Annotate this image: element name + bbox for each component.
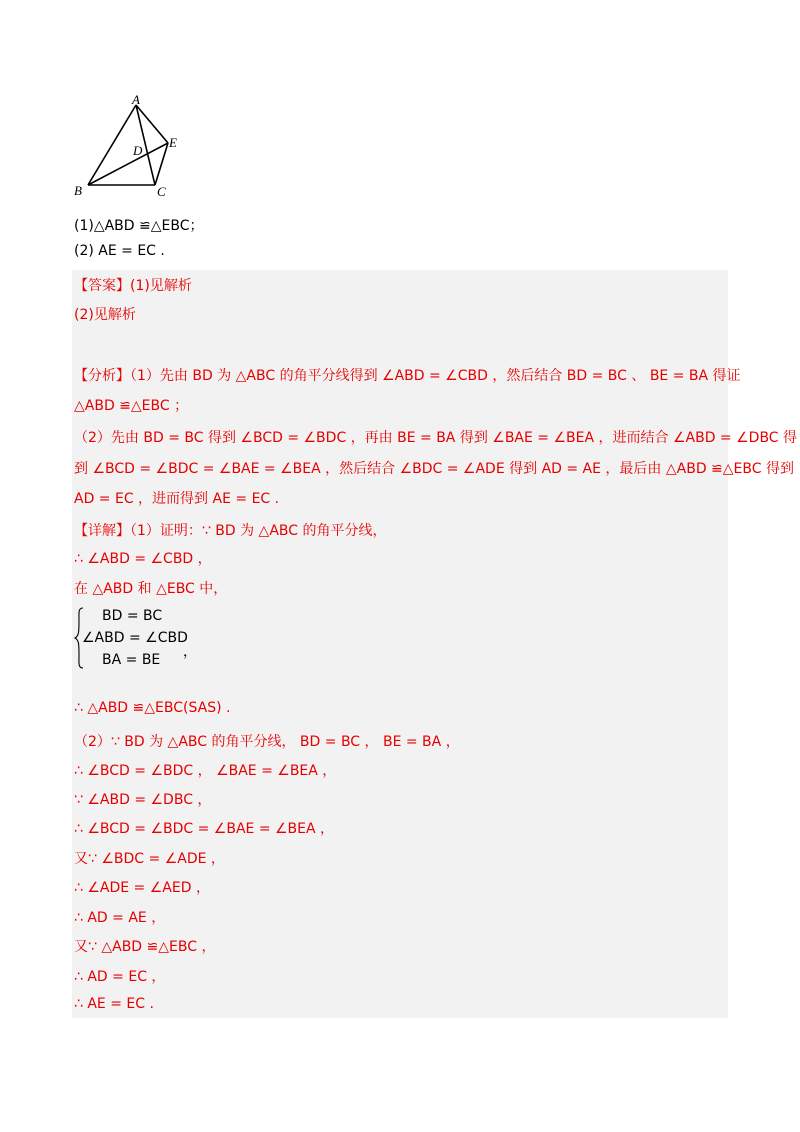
detail-line-13: ∴ AD = EC ， <box>74 969 166 985</box>
point-label-c: C <box>157 184 166 199</box>
answer-line-2: (2)见解析 <box>74 307 136 323</box>
detail-line-4: ∴ △ABD ≌△EBC(SAS) . <box>74 700 231 716</box>
point-label-b: B <box>74 183 82 198</box>
triangle-figure <box>72 92 192 202</box>
detail-line-2: ∴ ∠ABD = ∠CBD ， <box>74 551 212 567</box>
detail-line-7: ∵ ∠ABD = ∠DBC ， <box>74 792 212 808</box>
analysis-line-3: （2）先由 BD = BC 得到 ∠BCD = ∠BDC ，再由 BE = BA 得到 ∠BAE = ∠BEA ，进而结合 ∠ABD = ∠DBC 得 <box>74 430 798 446</box>
point-label-e: E <box>169 135 177 150</box>
detail-line-8: ∴ ∠BCD = ∠BDC = ∠BAE = ∠BEA ， <box>74 821 335 837</box>
system-equation-2: ∠ABD = ∠CBD <box>82 630 188 646</box>
point-label-d: D <box>133 143 143 158</box>
analysis-line-1: 【分析】（1）先由 BD 为 △ABC 的角平分线得到 ∠ABD = ∠CBD ，然后结合 BD = BC 、 BE = BA 得证 <box>74 368 741 384</box>
detail-line-14: ∴ AE = EC . <box>74 996 154 1012</box>
detail-line-10: ∴ ∠ADE = ∠AED ， <box>74 880 210 896</box>
detail-line-3: 在 △ABD 和 △EBC 中， <box>74 581 228 597</box>
detail-line-11: ∴ AD = AE ， <box>74 910 166 926</box>
detail-line-5: （2）∵ BD 为 △ABC 的角平分线， BD = BC ， BE = BA ， <box>74 734 460 750</box>
detail-line-1: 【详解】（1）证明：∵ BD 为 △ABC 的角平分线， <box>74 523 387 539</box>
point-label-a: A <box>132 92 140 107</box>
detail-line-12: 又∵ △ABD ≌△EBC ， <box>74 939 216 955</box>
question-part-2: (2) AE = EC . <box>74 243 165 259</box>
question-part-1: (1)△ABD ≌△EBC； <box>74 218 204 234</box>
analysis-line-5: AD = EC ，进而得到 AE = EC . <box>74 491 280 507</box>
analysis-line-4: 到 ∠BCD = ∠BDC = ∠BAE = ∠BEA ，然后结合 ∠BDC = ∠ADE 得到 AD = AE ，最后由 △ABD ≌△EBC 得到 <box>74 461 794 477</box>
system-trailing-comma: ， <box>183 644 197 660</box>
analysis-line-2: △ABD ≌△EBC ； <box>74 398 189 414</box>
detail-line-6: ∴ ∠BCD = ∠BDC ， ∠BAE = ∠BEA ， <box>74 763 337 779</box>
answer-line-1: 【答案】(1)见解析 <box>74 278 192 294</box>
system-equation-1: BD = BC <box>102 608 163 624</box>
detail-line-9: 又∵ ∠BDC = ∠ADE ， <box>74 851 225 867</box>
system-equation-3: BA = BE <box>102 652 161 668</box>
